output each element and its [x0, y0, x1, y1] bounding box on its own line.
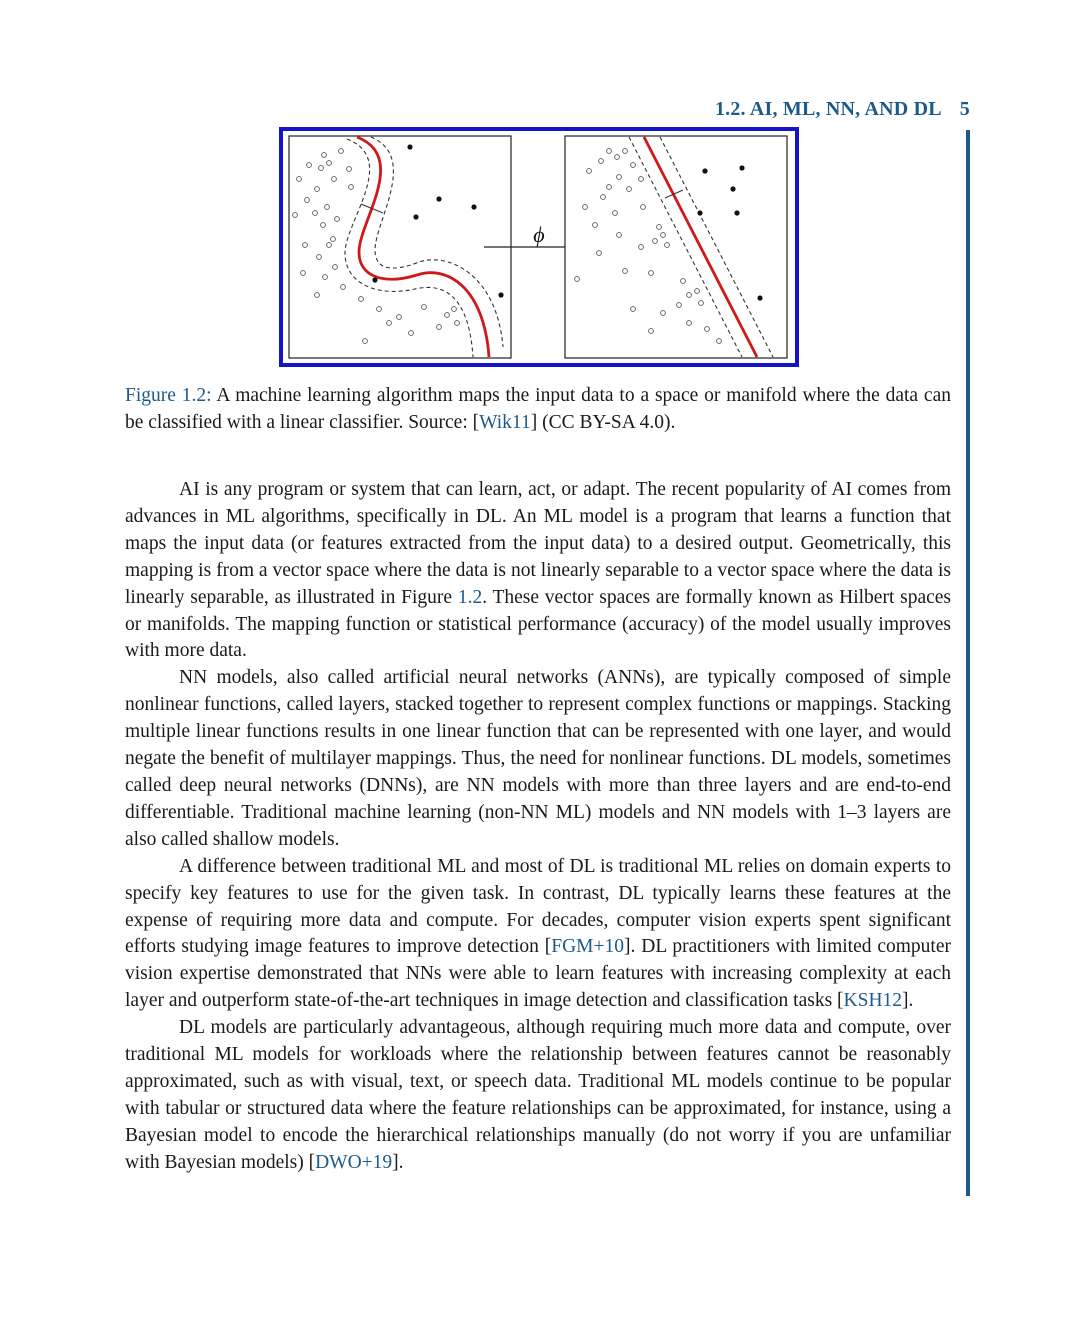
feature-space-panel	[565, 136, 787, 358]
citation-link[interactable]: DWO+19	[315, 1151, 393, 1173]
paragraph	[125, 854, 951, 1015]
input-space-panel	[289, 136, 511, 358]
margin-rule	[966, 130, 970, 1196]
paragraph-text: ].	[902, 990, 914, 1012]
citation-link[interactable]: Wik11	[479, 412, 531, 433]
citation-link[interactable]: KSH12	[843, 990, 903, 1012]
caption-label[interactable]: Figure 1.2:	[125, 385, 212, 406]
caption-text: A machine learning algorithm maps the input data to a space or manifold where the data can be classified with a linear classifier. Source: [	[125, 385, 951, 433]
body-text	[125, 477, 951, 1177]
paragraph-text: NN models, also called artificial neural networks (ANNs), are typically composed of simple nonlinear functions, called layers, stacked together to represent complex functions or mappings. Stacking multiple linear functions results in one linear function that can be represented with one layer, and would negate the benefit of multilayer mappings. Thus, the need for nonlinear functions. DL models, sometimes called deep neural networks (DNNs), are NN models with more than three layers and are end-to-end differentiable. Traditional machine learning (non-NN ML) models and NN models with 1–3 layers are also called shallow models.	[125, 667, 951, 850]
section-title: 1.2. AI, ML, NN, AND DL	[714, 98, 942, 120]
paragraph-text: A difference between traditional ML and most of DL is traditional ML relies on domain experts to specify key features to use for the given task. In contrast, DL typically learns these features at the expense of requiring more data and compute. For decades, computer vision experts spent significant efforts studying image features to improve detection [	[125, 855, 951, 958]
paragraph	[125, 665, 951, 853]
paragraph-text: ].	[392, 1151, 404, 1173]
paragraph	[125, 477, 951, 665]
paragraph-text: DL models are particularly advantageous, although requiring much more data and compute, over traditional ML models for workloads where the relationship between features cannot be reasonably approximated, such as with visual, text, or speech data. Traditional ML models continue to be popular with tabular or structured data where the feature relationships can be approximated, for instance, using a Bayesian model to encode the hierarchical relationships manually (do not worry if you are unfamiliar with Bayesian models) [	[125, 1017, 951, 1173]
caption-text: ] (CC BY-SA 4.0).	[530, 412, 676, 433]
figure-caption	[125, 382, 951, 436]
figure-diagram	[279, 127, 799, 367]
paragraph-text: . These vector spaces are formally known as Hilbert spaces or manifolds. The mapping function or statistical performance (accuracy) of the model usually improves with more data.	[125, 586, 951, 662]
page-number: 5	[959, 98, 970, 120]
mapping-symbol: ϕ	[533, 222, 545, 247]
paragraph	[125, 1015, 951, 1176]
paragraph-text: AI is any program or system that can learn, act, or adapt. The recent popularity of AI comes from advances in ML algorithms, specifically in DL. An ML model is a program that learns a function that maps the input data (or features extracted from the input data) to a desired output. Geometrically, this mapping is from a vector space where the data is not linearly separable to a vector space where the data is linearly separable, as illustrated in Figure	[125, 479, 951, 608]
figure-ref-link[interactable]: 1.2	[457, 586, 483, 608]
paragraph-text: ]. DL practitioners with limited computer vision expertise demonstrated that NNs were able to learn features with increasing complexity at each layer and outperform state-of-the-art techniques in image detection and classification tasks [	[125, 936, 951, 1012]
running-header	[715, 98, 970, 121]
citation-link[interactable]: FGM+10	[551, 936, 625, 958]
figure-1-2	[279, 127, 799, 367]
